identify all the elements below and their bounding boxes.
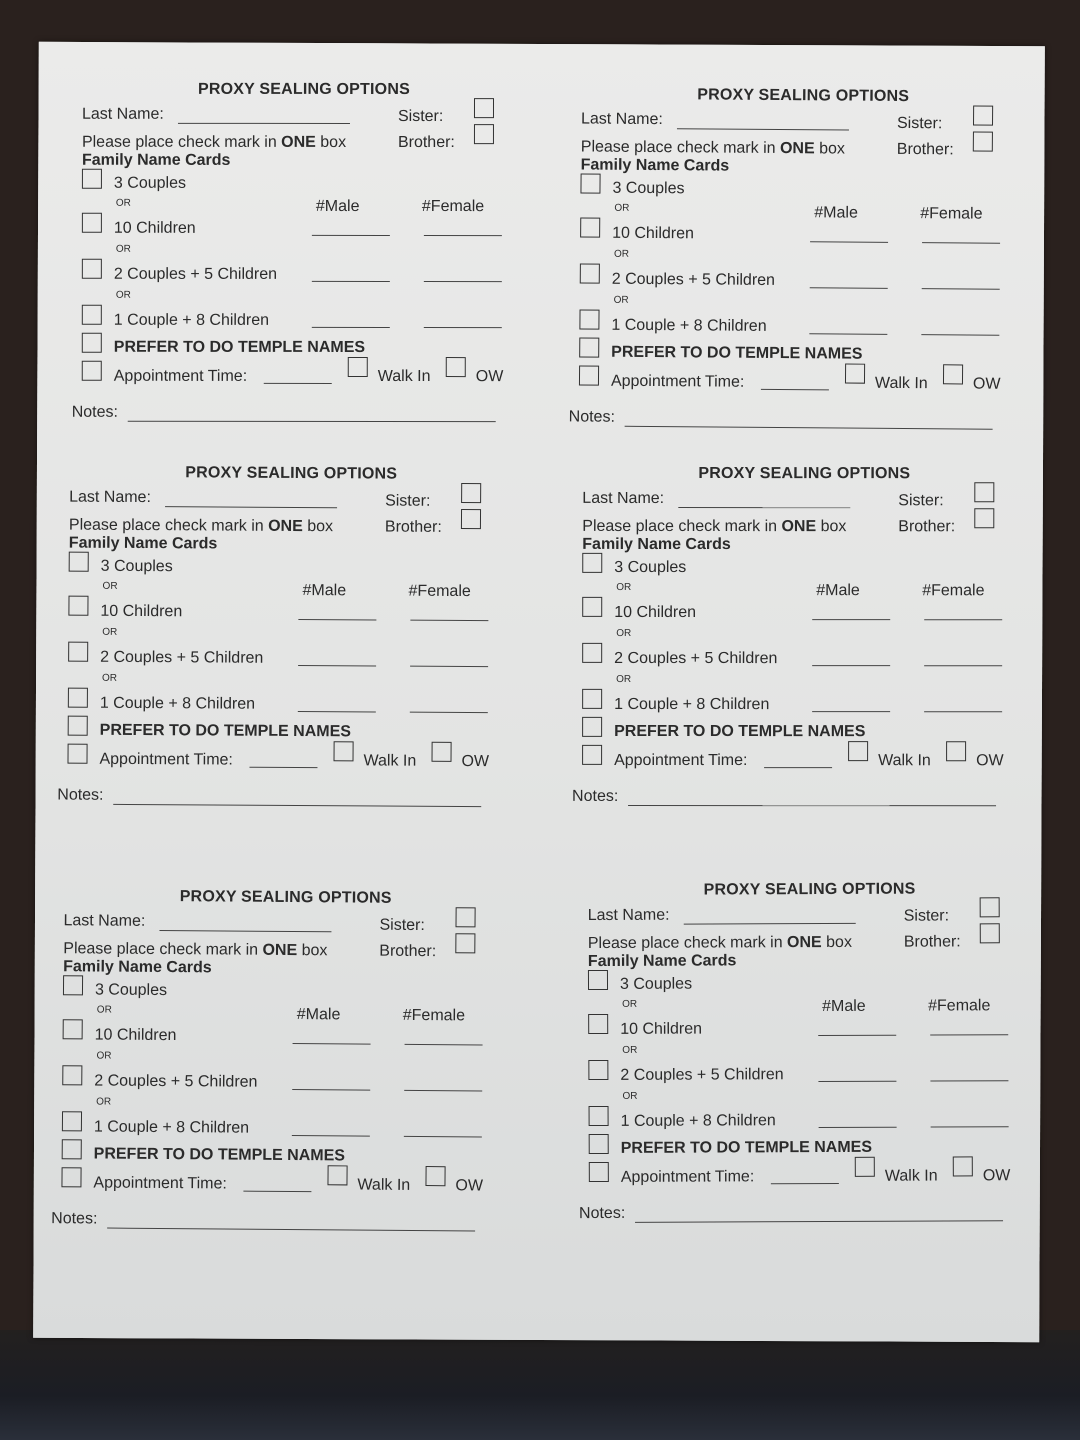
walk-in-checkbox[interactable] [327, 1165, 347, 1185]
notes-label: Notes: [71, 403, 118, 421]
male-count-field[interactable] [812, 619, 890, 620]
ow-checkbox[interactable] [953, 1156, 973, 1176]
appointment-label: Appointment Time: [610, 372, 745, 391]
option-checkbox[interactable] [82, 169, 102, 189]
prefer-temple-names-checkbox[interactable] [82, 333, 102, 353]
male-count-field[interactable] [818, 1081, 896, 1082]
sister-label: Sister: [385, 492, 431, 510]
option-checkbox[interactable] [582, 689, 602, 709]
option-label: 10 Children [94, 1026, 177, 1045]
walk-in-label: Walk In [357, 1176, 411, 1194]
appointment-label: Appointment Time: [99, 750, 233, 769]
proxy-sealing-card [568, 465, 1013, 837]
or-label: OR [616, 581, 632, 593]
female-count-field[interactable] [931, 1126, 1009, 1127]
notes-field[interactable] [625, 426, 993, 430]
or-label: OR [101, 672, 118, 684]
option-label: 3 Couples [614, 558, 687, 577]
last-name-label: Last Name: [580, 110, 663, 129]
sister-label: Sister: [903, 907, 950, 925]
sister-label: Sister: [379, 916, 425, 935]
brother-checkbox[interactable] [973, 132, 993, 152]
option-label: 1 Couple + 8 Children [99, 694, 256, 713]
option-label: 10 Children [614, 603, 697, 622]
option-checkbox[interactable] [589, 1106, 609, 1126]
option-checkbox[interactable] [68, 596, 88, 616]
appointment-checkbox[interactable] [67, 744, 87, 764]
proxy-sealing-card [68, 81, 513, 453]
male-count-field[interactable] [810, 241, 888, 243]
walk-in-checkbox[interactable] [845, 364, 865, 384]
male-count-field[interactable] [812, 665, 890, 666]
appointment-time-field[interactable] [264, 383, 332, 384]
appointment-checkbox[interactable] [589, 1162, 609, 1182]
walk-in-label: Walk In [874, 374, 928, 393]
notes-field[interactable] [628, 805, 996, 806]
female-count-field[interactable] [930, 1034, 1008, 1035]
option-label: 3 Couples [619, 975, 693, 993]
walk-in-checkbox[interactable] [848, 741, 868, 761]
male-count-field[interactable] [312, 281, 390, 282]
male-count-field[interactable] [298, 665, 376, 666]
male-header: #Male [315, 197, 360, 215]
male-count-field[interactable] [298, 619, 376, 620]
option-checkbox[interactable] [62, 1065, 82, 1085]
section-title: Family Name Cards [587, 952, 737, 971]
option-checkbox[interactable] [580, 173, 600, 193]
notes-field[interactable] [107, 1228, 475, 1232]
desk-background [0, 1330, 1080, 1440]
option-label: 2 Couples + 5 Children [614, 649, 778, 668]
option-checkbox[interactable] [63, 1019, 83, 1039]
instruction-text: Please place check mark in ONE box [68, 516, 334, 536]
option-label: 1 Couple + 8 Children [611, 316, 767, 335]
appointment-label: Appointment Time: [620, 1168, 755, 1186]
option-checkbox[interactable] [582, 597, 602, 617]
female-header: #Female [920, 205, 983, 223]
last-name-label: Last Name: [81, 105, 164, 123]
female-count-field[interactable] [924, 665, 1002, 666]
notes-field[interactable] [635, 1220, 1003, 1223]
proxy-sealing-card [53, 463, 500, 838]
option-checkbox[interactable] [63, 975, 83, 995]
notes-label: Notes: [51, 1210, 98, 1228]
walk-in-label: Walk In [884, 1167, 938, 1185]
brother-label: Brother: [898, 518, 956, 536]
female-count-field[interactable] [924, 619, 1002, 620]
ow-label: OW [976, 752, 1004, 770]
last-name-label: Last Name: [587, 906, 670, 925]
last-name-field[interactable] [165, 506, 337, 508]
or-label: OR [115, 243, 131, 255]
sister-checkbox[interactable] [474, 98, 494, 118]
instruction-text: Please place check mark in ONE box [587, 933, 852, 953]
proxy-sealing-card [574, 880, 1021, 1254]
last-name-field[interactable] [178, 123, 350, 124]
option-label: 10 Children [612, 224, 695, 243]
option-checkbox[interactable] [580, 263, 600, 283]
brother-checkbox[interactable] [474, 124, 494, 144]
option-label: 10 Children [113, 219, 196, 237]
prefer-temple-names-checkbox[interactable] [582, 717, 602, 737]
female-count-field[interactable] [410, 666, 488, 667]
appointment-label: Appointment Time: [614, 751, 748, 770]
option-checkbox[interactable] [68, 688, 88, 708]
female-count-field[interactable] [405, 1044, 483, 1046]
prefer-temple-names-label: PREFER TO DO TEMPLE NAMES [93, 1145, 346, 1165]
or-label: OR [622, 998, 638, 1010]
card-title: PROXY SEALING OPTIONS [697, 86, 910, 106]
option-label: 3 Couples [113, 174, 186, 192]
proxy-sealing-card [47, 887, 495, 1262]
prefer-temple-names-label: PREFER TO DO TEMPLE NAMES [99, 721, 352, 741]
option-label: 2 Couples + 5 Children [94, 1072, 258, 1091]
female-header: #Female [928, 997, 991, 1015]
walk-in-label: Walk In [363, 752, 417, 770]
or-label: OR [96, 1096, 112, 1108]
option-checkbox[interactable] [82, 259, 102, 279]
sister-checkbox[interactable] [980, 897, 1000, 917]
last-name-label: Last Name: [63, 912, 146, 930]
brother-checkbox[interactable] [455, 933, 475, 953]
notes-label: Notes: [568, 408, 616, 426]
or-label: OR [616, 627, 632, 639]
female-header: #Female [421, 198, 485, 216]
brother-label: Brother: [397, 134, 455, 152]
brother-checkbox[interactable] [461, 509, 481, 529]
appointment-time-field[interactable] [764, 767, 832, 768]
ow-label: OW [982, 1167, 1011, 1185]
male-count-field[interactable] [312, 327, 390, 328]
appointment-label: Appointment Time: [93, 1174, 227, 1193]
option-label: 1 Couple + 8 Children [620, 1112, 776, 1130]
appointment-checkbox[interactable] [61, 1167, 81, 1187]
appointment-checkbox[interactable] [579, 365, 599, 385]
sister-label: Sister: [896, 114, 943, 133]
brother-checkbox[interactable] [980, 923, 1000, 943]
option-checkbox[interactable] [580, 217, 600, 237]
ow-checkbox[interactable] [432, 742, 452, 762]
prefer-temple-names-label: PREFER TO DO TEMPLE NAMES [611, 343, 863, 363]
or-label: OR [613, 248, 630, 260]
ow-label: OW [972, 375, 1001, 393]
appointment-checkbox[interactable] [82, 361, 102, 381]
option-checkbox[interactable] [588, 970, 608, 990]
female-count-field[interactable] [922, 288, 1000, 290]
female-count-field[interactable] [924, 711, 1002, 712]
option-label: 1 Couple + 8 Children [93, 1118, 250, 1137]
option-label: 3 Couples [612, 179, 685, 198]
section-title: Family Name Cards [582, 535, 731, 554]
female-header: #Female [408, 582, 471, 601]
ow-checkbox[interactable] [943, 364, 963, 384]
appointment-time-field[interactable] [761, 389, 829, 391]
prefer-temple-names-checkbox[interactable] [62, 1139, 82, 1159]
walk-in-checkbox[interactable] [334, 741, 354, 761]
sister-checkbox[interactable] [455, 907, 475, 927]
option-label: 2 Couples + 5 Children [611, 270, 776, 289]
female-count-field[interactable] [930, 1080, 1008, 1081]
card-title: PROXY SEALING OPTIONS [185, 464, 398, 483]
brother-label: Brother: [903, 933, 961, 951]
option-checkbox[interactable] [588, 1060, 608, 1080]
prefer-temple-names-checkbox[interactable] [579, 337, 599, 357]
card-title: PROXY SEALING OPTIONS [698, 465, 911, 483]
appointment-label: Appointment Time: [113, 367, 248, 385]
or-label: OR [616, 673, 632, 685]
option-checkbox[interactable] [62, 1111, 82, 1131]
female-count-field[interactable] [424, 235, 502, 236]
option-checkbox[interactable] [82, 305, 102, 325]
brother-label: Brother: [379, 942, 437, 961]
option-label: 3 Couples [94, 981, 168, 1000]
male-header: #Male [822, 997, 866, 1016]
brother-checkbox[interactable] [974, 508, 994, 528]
male-header: #Male [302, 582, 347, 600]
ow-label: OW [461, 752, 490, 771]
last-name-field[interactable] [677, 128, 849, 130]
option-label: 2 Couples + 5 Children [113, 265, 278, 283]
option-label: 3 Couples [100, 557, 173, 576]
option-checkbox[interactable] [582, 553, 602, 573]
male-header: #Male [816, 582, 860, 600]
option-label: 10 Children [620, 1020, 703, 1038]
or-label: OR [102, 626, 118, 638]
section-title: Family Name Cards [63, 958, 212, 977]
option-checkbox[interactable] [69, 552, 89, 572]
appointment-time-field[interactable] [771, 1183, 839, 1184]
female-count-field[interactable] [410, 712, 488, 713]
instruction-text: Please place check mark in ONE box [580, 138, 845, 158]
female-count-field[interactable] [410, 620, 488, 621]
male-header: #Male [814, 204, 858, 222]
card-title: PROXY SEALING OPTIONS [703, 880, 916, 899]
last-name-label: Last Name: [582, 489, 665, 507]
last-name-field[interactable] [684, 923, 856, 925]
option-checkbox[interactable] [82, 213, 102, 233]
male-count-field[interactable] [810, 287, 888, 289]
or-label: OR [115, 289, 131, 301]
option-checkbox[interactable] [68, 642, 88, 662]
female-count-field[interactable] [424, 327, 502, 328]
notes-field[interactable] [128, 421, 496, 422]
card-title: PROXY SEALING OPTIONS [197, 80, 410, 99]
sister-label: Sister: [397, 108, 444, 126]
male-header: #Male [296, 1006, 341, 1024]
or-label: OR [622, 1044, 638, 1056]
walk-in-label: Walk In [377, 367, 431, 386]
male-count-field[interactable] [809, 333, 887, 335]
female-count-field[interactable] [922, 242, 1000, 244]
brother-label: Brother: [384, 518, 442, 536]
card-title: PROXY SEALING OPTIONS [179, 888, 392, 907]
ow-label: OW [475, 368, 504, 386]
male-count-field[interactable] [292, 1135, 370, 1137]
male-count-field[interactable] [818, 1035, 896, 1036]
last-name-field[interactable] [678, 507, 850, 508]
prefer-temple-names-label: PREFER TO DO TEMPLE NAMES [620, 1138, 873, 1157]
instruction-text: Please place check mark in ONE box [63, 940, 328, 960]
or-label: OR [622, 1090, 638, 1102]
sister-checkbox[interactable] [461, 483, 481, 503]
option-checkbox[interactable] [582, 643, 602, 663]
ow-label: OW [455, 1177, 484, 1195]
male-count-field[interactable] [292, 1089, 370, 1091]
walk-in-checkbox[interactable] [348, 357, 368, 377]
or-label: OR [96, 1050, 112, 1062]
section-title: Family Name Cards [81, 151, 231, 169]
sister-checkbox[interactable] [973, 106, 993, 126]
prefer-temple-names-checkbox[interactable] [589, 1134, 609, 1154]
option-checkbox[interactable] [579, 309, 599, 329]
walk-in-label: Walk In [878, 752, 931, 770]
option-label: 2 Couples + 5 Children [620, 1066, 784, 1084]
appointment-time-field[interactable] [243, 1191, 311, 1193]
section-title: Family Name Cards [580, 156, 730, 175]
or-label: OR [613, 294, 629, 306]
last-name-label: Last Name: [69, 488, 151, 507]
appointment-checkbox[interactable] [582, 745, 602, 765]
last-name-field[interactable] [159, 930, 331, 932]
sister-checkbox[interactable] [974, 482, 994, 502]
male-count-field[interactable] [298, 711, 376, 712]
instruction-text: Please place check mark in ONE box [81, 133, 347, 151]
notes-field[interactable] [113, 804, 481, 807]
male-count-field[interactable] [293, 1043, 371, 1045]
form-sheet [33, 42, 1045, 1342]
ow-checkbox[interactable] [446, 357, 466, 377]
notes-label: Notes: [578, 1204, 626, 1223]
or-label: OR [614, 202, 630, 214]
option-label: 10 Children [100, 602, 183, 621]
prefer-temple-names-label: PREFER TO DO TEMPLE NAMES [113, 338, 366, 356]
prefer-temple-names-checkbox[interactable] [68, 716, 88, 736]
female-header: #Female [922, 582, 985, 600]
instruction-text: Please place check mark in ONE box [582, 517, 847, 536]
notes-label: Notes: [572, 787, 619, 805]
option-checkbox[interactable] [588, 1014, 608, 1034]
proxy-sealing-card [564, 85, 1012, 460]
male-count-field[interactable] [812, 711, 890, 712]
appointment-time-field[interactable] [249, 767, 317, 768]
sister-label: Sister: [898, 492, 944, 510]
female-count-field[interactable] [404, 1090, 482, 1092]
female-header: #Female [402, 1006, 466, 1025]
brother-label: Brother: [896, 140, 954, 159]
or-label: OR [102, 580, 118, 592]
or-label: OR [96, 1004, 112, 1016]
option-label: 1 Couple + 8 Children [614, 695, 770, 714]
or-label: OR [115, 197, 131, 209]
option-label: 1 Couple + 8 Children [113, 311, 270, 329]
ow-checkbox[interactable] [946, 741, 966, 761]
female-count-field[interactable] [404, 1136, 482, 1138]
walk-in-checkbox[interactable] [855, 1157, 875, 1177]
female-count-field[interactable] [921, 334, 999, 336]
option-label: 2 Couples + 5 Children [100, 648, 264, 667]
male-count-field[interactable] [819, 1127, 897, 1128]
female-count-field[interactable] [424, 281, 502, 282]
notes-label: Notes: [57, 786, 104, 804]
male-count-field[interactable] [312, 235, 390, 236]
prefer-temple-names-label: PREFER TO DO TEMPLE NAMES [614, 722, 866, 741]
ow-checkbox[interactable] [425, 1166, 445, 1186]
section-title: Family Name Cards [68, 534, 218, 553]
